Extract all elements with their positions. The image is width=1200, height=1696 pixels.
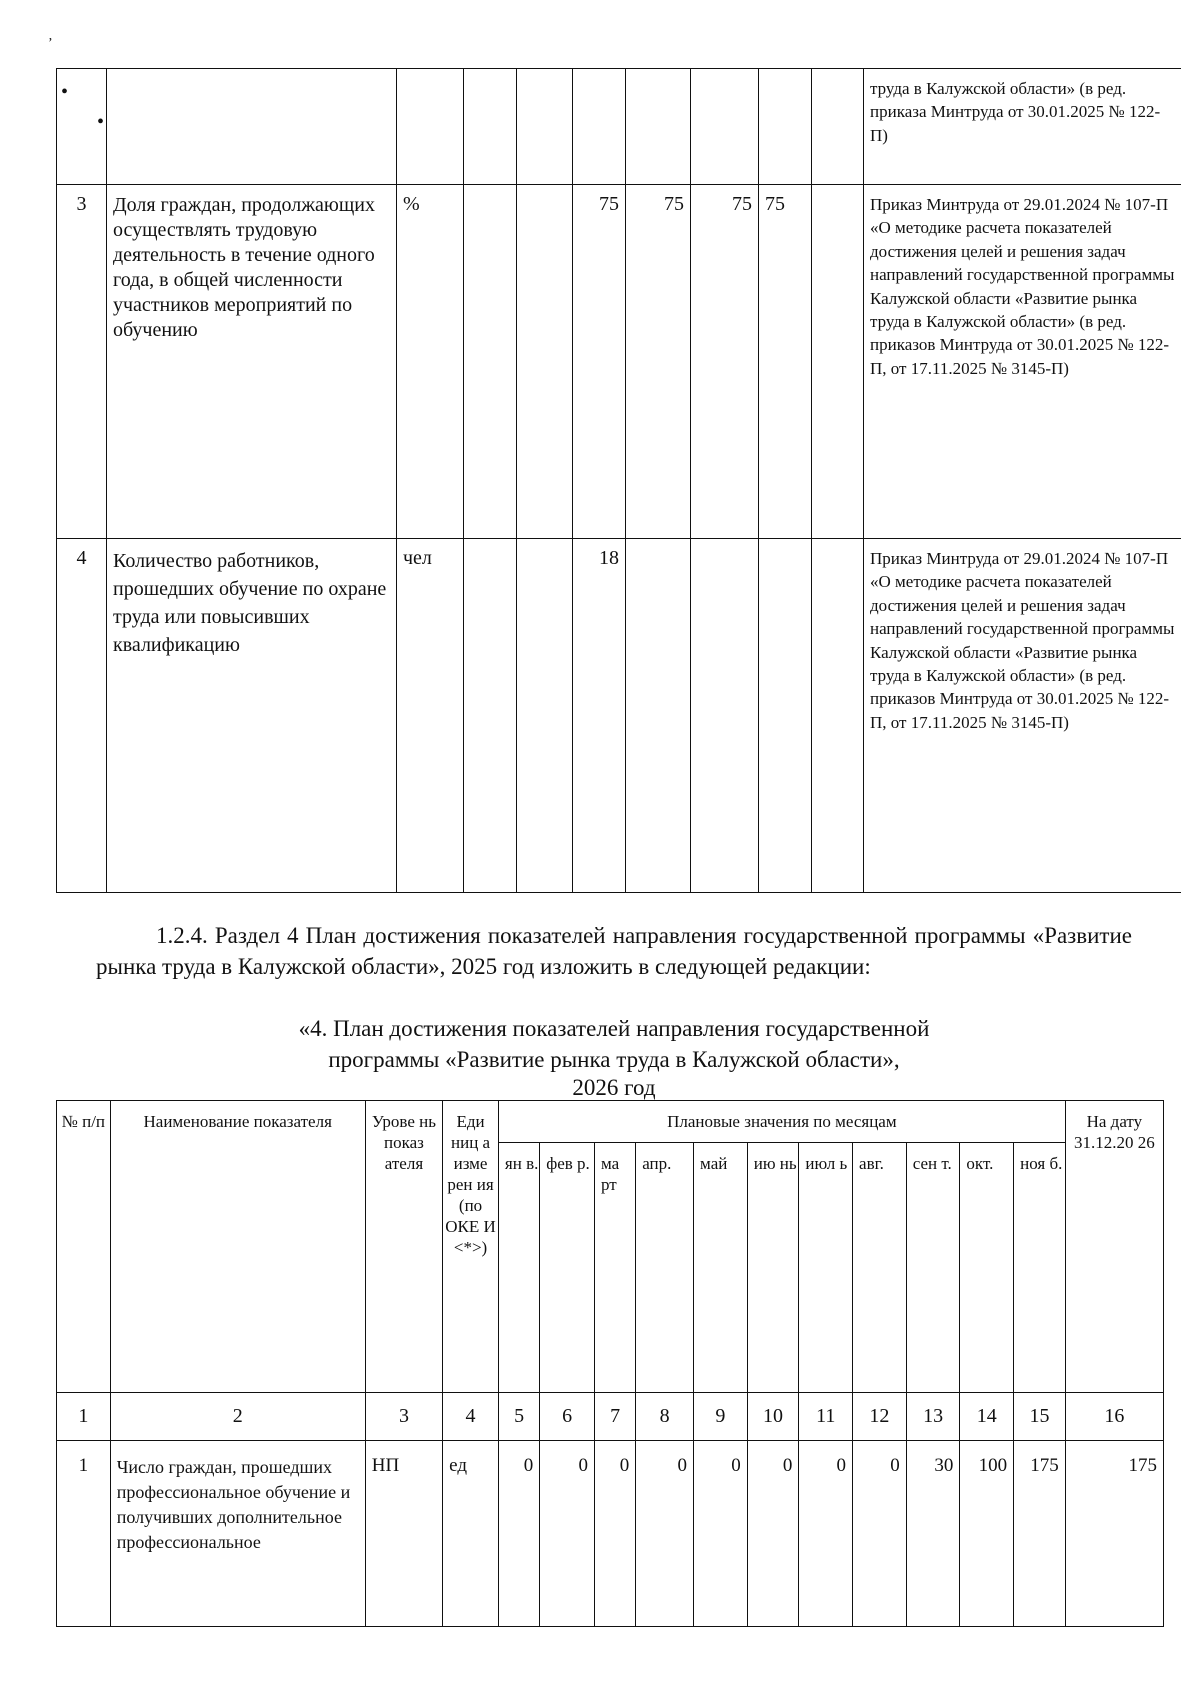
column-index: 12: [853, 1393, 907, 1441]
methodology-source: труда в Калужской области» (в ред. приказа Минтруда от 30.01.2025 № 122-П): [864, 69, 1181, 185]
month-value: 0: [747, 1441, 799, 1627]
header-month: июл ь: [799, 1143, 853, 1393]
value-cell: 75: [573, 185, 626, 539]
header-row: [57, 1101, 1164, 1143]
value-cell: [812, 185, 864, 539]
month-value: 175: [1014, 1441, 1066, 1627]
amendment-paragraph: [96, 920, 1132, 982]
column-index: 2: [110, 1393, 365, 1441]
table-row: [57, 69, 1181, 185]
section-title-line-3: 2026 год: [572, 1075, 656, 1100]
column-index: 1: [57, 1393, 111, 1441]
header-month: ян в.: [498, 1143, 539, 1393]
month-value: 0: [694, 1441, 748, 1627]
value-cell: [573, 69, 626, 185]
plan-table: [56, 1100, 1164, 1627]
column-index: 8: [636, 1393, 694, 1441]
value-cell: [517, 69, 573, 185]
month-value: 0: [540, 1441, 595, 1627]
header-month: сен т.: [906, 1143, 960, 1393]
table-row: [57, 1441, 1164, 1627]
header-num: № п/п: [57, 1101, 111, 1393]
column-index: 7: [594, 1393, 635, 1441]
header-name: Наименование показателя: [110, 1101, 365, 1393]
column-index: 4: [443, 1393, 499, 1441]
header-month: окт.: [960, 1143, 1014, 1393]
value-cell: [464, 539, 517, 893]
bullet-mark: •: [97, 111, 105, 133]
unit-cell: ед: [443, 1441, 499, 1627]
month-value: 0: [853, 1441, 907, 1627]
unit-cell: чел: [397, 539, 464, 893]
section-title-line-2: программы «Развитие рынка труда в Калужской области»,: [328, 1047, 900, 1072]
header-month: фев р.: [540, 1143, 595, 1393]
month-value: 0: [498, 1441, 539, 1627]
header-month: ноя б.: [1014, 1143, 1066, 1393]
value-cell: [812, 539, 864, 893]
indicator-name: Число граждан, прошедших профессиональное обучение и получивших дополнительное профессиональное: [110, 1441, 365, 1627]
column-index: 6: [540, 1393, 595, 1441]
paragraph-text: 1.2.4. Раздел 4 План достижения показателей направления государственной программы «Развитие рынка труда в Калужской области», 2025 год изложить в следующей редакции:: [96, 923, 1132, 979]
column-index: 10: [747, 1393, 799, 1441]
section-title-line-1: «4. План достижения показателей направления государственной: [298, 1016, 930, 1041]
methodology-source: Приказ Минтруда от 29.01.2024 № 107-П «О методике расчета показателей достижения целей и решения задач направлений государственной программы Калужской области «Развитие рынка труда в Калужской области» (в ред. приказов Минтруда от 30.01.2025 № 122-П, от 17.11.2025 № 3145-П): [864, 539, 1181, 893]
header-month: апр.: [636, 1143, 694, 1393]
header-month: ма рт: [594, 1143, 635, 1393]
value-cell: 75: [691, 185, 759, 539]
indicators-table-continued: [56, 68, 1181, 893]
date-value: 175: [1065, 1441, 1163, 1627]
value-cell: [517, 185, 573, 539]
header-month: ию нь: [747, 1143, 799, 1393]
column-index: 3: [365, 1393, 442, 1441]
row-number: 4: [57, 539, 107, 893]
column-index: 5: [498, 1393, 539, 1441]
header-month: авг.: [853, 1143, 907, 1393]
column-index: 13: [906, 1393, 960, 1441]
unit-cell: [397, 69, 464, 185]
month-value: 30: [906, 1441, 960, 1627]
header-level: Урове нь показ ателя: [365, 1101, 442, 1393]
value-cell: [464, 69, 517, 185]
month-value: 0: [799, 1441, 853, 1627]
value-cell: [626, 539, 691, 893]
column-index: 15: [1014, 1393, 1066, 1441]
corner-mark: ʼ: [48, 36, 53, 51]
row-number: 3: [57, 185, 107, 539]
header-date: На дату 31.12.20 26: [1065, 1101, 1163, 1393]
value-cell: [759, 539, 812, 893]
month-value: 0: [636, 1441, 694, 1627]
header-unit: Еди ниц а изме рен ия (по ОКЕ И <*>): [443, 1101, 499, 1393]
column-index: 9: [694, 1393, 748, 1441]
column-index: 11: [799, 1393, 853, 1441]
value-cell: 18: [573, 539, 626, 893]
methodology-source: Приказ Минтруда от 29.01.2024 № 107-П «О методике расчета показателей достижения целей и решения задач направлений государственной программы Калужской области «Развитие рынка труда в Калужской области» (в ред. приказов Минтруда от 30.01.2025 № 122-П, от 17.11.2025 № 3145-П): [864, 185, 1181, 539]
value-cell: [759, 69, 812, 185]
table-row: [57, 185, 1181, 539]
indicator-name: Количество работников, прошедших обучение по охране труда или повысивших квалификацию: [107, 539, 397, 893]
value-cell: [691, 539, 759, 893]
column-index-row: [57, 1393, 1164, 1441]
row-number-cell: [57, 69, 107, 185]
header-month: май: [694, 1143, 748, 1393]
value-cell: [812, 69, 864, 185]
row-number: 1: [57, 1441, 111, 1627]
indicator-name: [107, 69, 397, 185]
value-cell: 75: [759, 185, 812, 539]
column-index: 14: [960, 1393, 1014, 1441]
level-cell: НП: [365, 1441, 442, 1627]
indicator-name: Доля граждан, продолжающих осуществлять трудовую деятельность в течение одного года, в общей численности участников мероприятий по обучению: [107, 185, 397, 539]
value-cell: [691, 69, 759, 185]
table-row: [57, 539, 1181, 893]
value-cell: [517, 539, 573, 893]
bullet-mark: •: [61, 81, 69, 103]
month-value: 0: [594, 1441, 635, 1627]
header-months-group: Плановые значения по месяцам: [498, 1101, 1065, 1143]
unit-cell: %: [397, 185, 464, 539]
value-cell: [626, 69, 691, 185]
value-cell: 75: [626, 185, 691, 539]
column-index: 16: [1065, 1393, 1163, 1441]
month-value: 100: [960, 1441, 1014, 1627]
value-cell: [464, 185, 517, 539]
